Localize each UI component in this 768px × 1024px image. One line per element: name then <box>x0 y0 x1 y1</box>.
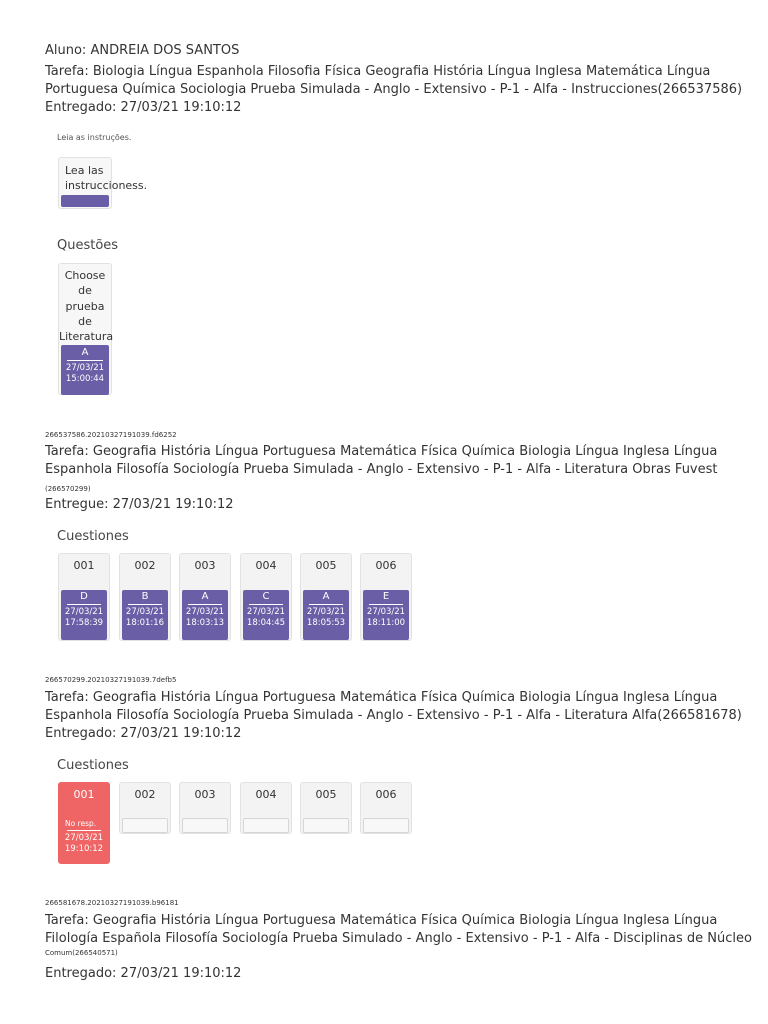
cuestiones-label: Cuestiones <box>57 529 129 544</box>
question-number: 003 <box>194 788 216 801</box>
no-response-badge <box>61 819 107 863</box>
answer-date: 27/03/21 <box>306 607 346 617</box>
instructions-card-line-1: Lea las <box>65 164 104 177</box>
no-response-label: No resp. <box>65 819 97 828</box>
question-number: 001 <box>73 559 95 572</box>
delivered-date: Entregado: 27/03/21 19:10:12 <box>45 726 242 741</box>
answer-date: 27/03/21 <box>64 833 104 843</box>
instructions-hint: Leia as instruções. <box>57 133 132 142</box>
instructions-card[interactable] <box>58 157 148 209</box>
answer-divider <box>128 604 162 605</box>
question-number: 005 <box>315 788 337 801</box>
answer-date: 27/03/21 <box>246 607 286 617</box>
question-text-line: de <box>78 314 92 328</box>
empty-answer-slot <box>182 818 228 833</box>
answer-divider <box>309 604 343 605</box>
question-number: 002 <box>134 559 156 572</box>
question-card-003[interactable] <box>179 553 231 641</box>
answer-badge <box>243 590 289 640</box>
question-text-line: de <box>78 284 92 298</box>
task-hash: 266537586.20210327191039.fd6252 <box>45 431 177 439</box>
answer-time: 17:58:39 <box>64 618 104 628</box>
delivered-date: Entregado: 27/03/21 19:10:12 <box>45 100 242 115</box>
task-title-line-2: Filología Española Filosofía Sociología Prueba Simulado - Anglo - Extensivo - P-1 - Alfa - Disciplinas de Núcleo <box>45 931 752 946</box>
instructions-ack-bar[interactable] <box>61 195 109 207</box>
answer-divider <box>369 604 403 605</box>
question-card-006[interactable] <box>360 782 412 834</box>
answer-badge <box>122 590 168 640</box>
answer-divider <box>249 604 283 605</box>
answer-time: 18:11:00 <box>366 618 406 628</box>
answer-date: 27/03/21 <box>185 607 225 617</box>
task-title-line-1: Tarefa: Geografia História Língua Portuguesa Matemática Física Química Biologia Língua Inglesa Língua <box>45 690 718 705</box>
answer-time: 15:00:44 <box>65 374 105 384</box>
empty-answer-slot <box>243 818 289 833</box>
task-title-line-1: Tarefa: Geografia História Língua Portuguesa Matemática Física Química Biologia Língua Inglesa Língua <box>45 444 718 459</box>
task-title-line-2: Portuguesa Química Sociologia Prueba Simulada - Anglo - Extensivo - P-1 - Alfa - Instrucciones(266537586) <box>45 82 743 97</box>
task-title-line-2: Espanhola Filosofía Sociología Prueba Simulada - Anglo - Extensivo - P-1 - Alfa - Literatura Obras Fuvest <box>45 462 718 477</box>
question-text-line: prueba <box>65 299 105 313</box>
question-card-001[interactable] <box>58 553 110 641</box>
answer-badge <box>182 590 228 640</box>
answer-time: 18:01:16 <box>125 618 165 628</box>
question-card-005[interactable] <box>300 553 352 641</box>
instructions-card-line-2: instruccioness. <box>65 179 148 192</box>
answer-divider <box>67 360 103 361</box>
cuestiones-label: Cuestiones <box>57 758 129 773</box>
question-card-002[interactable] <box>119 782 171 834</box>
task-title-line-3: (266570299) <box>45 485 91 493</box>
answer-divider <box>67 830 101 831</box>
answer-badge <box>61 590 107 640</box>
task-hash: 266570299.20210327191039.7defb5 <box>45 676 177 684</box>
question-card-002[interactable] <box>119 553 171 641</box>
question-number: 006 <box>375 559 397 572</box>
question-card-literatura[interactable] <box>58 263 112 395</box>
answer-time: 18:04:45 <box>246 618 286 628</box>
empty-answer-slot <box>303 818 349 833</box>
answer-letter: B <box>141 591 149 602</box>
question-number: 001 <box>73 788 95 801</box>
answer-badge <box>61 345 109 395</box>
answer-letter: C <box>262 591 270 602</box>
task-title-line-2: Espanhola Filosofía Sociología Prueba Simulada - Anglo - Extensivo - P-1 - Alfa - Literatura Alfa(266581678) <box>45 708 742 723</box>
answer-letter: D <box>80 591 88 602</box>
question-number: 002 <box>134 788 156 801</box>
question-number: 006 <box>375 788 397 801</box>
question-card-003[interactable] <box>179 782 231 834</box>
question-number: 004 <box>255 559 277 572</box>
question-number: 004 <box>255 788 277 801</box>
answer-letter: A <box>201 591 209 602</box>
task-hash: 266581678.20210327191039.b96181 <box>45 899 179 907</box>
empty-answer-slot <box>363 818 409 833</box>
answer-letter: E <box>382 591 390 602</box>
answer-badge <box>303 590 349 640</box>
answer-letter: A <box>81 347 89 358</box>
empty-answer-slot <box>122 818 168 833</box>
question-card-004[interactable] <box>240 782 292 834</box>
answer-date: 27/03/21 <box>64 607 104 617</box>
answer-divider <box>67 604 101 605</box>
answer-date: 27/03/21 <box>366 607 406 617</box>
student-name: Aluno: ANDREIA DOS SANTOS <box>45 43 240 58</box>
delivered-date: Entregado: 27/03/21 19:10:12 <box>45 966 242 981</box>
question-number: 003 <box>194 559 216 572</box>
answer-date: 27/03/21 <box>125 607 165 617</box>
answer-time: 18:05:53 <box>306 618 346 628</box>
question-card-001[interactable] <box>58 782 110 864</box>
answer-divider <box>188 604 222 605</box>
answer-letter: A <box>322 591 330 602</box>
answer-time: 19:10:12 <box>64 844 104 854</box>
questoes-label: Questões <box>57 238 119 253</box>
question-text-line: Choose <box>64 269 106 282</box>
answer-date: 27/03/21 <box>65 363 105 373</box>
question-card-005[interactable] <box>300 782 352 834</box>
answer-time: 18:03:13 <box>185 618 225 628</box>
task-title-line-1: Tarefa: Geografia História Língua Portuguesa Matemática Física Química Biologia Língua Inglesa Língua <box>45 913 718 928</box>
answer-badge <box>363 590 409 640</box>
question-number: 005 <box>315 559 337 572</box>
question-card-004[interactable] <box>240 553 292 641</box>
task-title-line-3: Comum(266540571) <box>45 949 118 957</box>
question-card-006[interactable] <box>360 553 412 641</box>
question-text-line: Literatura <box>59 330 114 344</box>
delivered-date: Entregue: 27/03/21 19:10:12 <box>45 497 234 512</box>
task-title-line-1: Tarefa: Biologia Língua Espanhola Filosofia Física Geografia História Língua Inglesa Matemática Língua <box>45 64 711 79</box>
